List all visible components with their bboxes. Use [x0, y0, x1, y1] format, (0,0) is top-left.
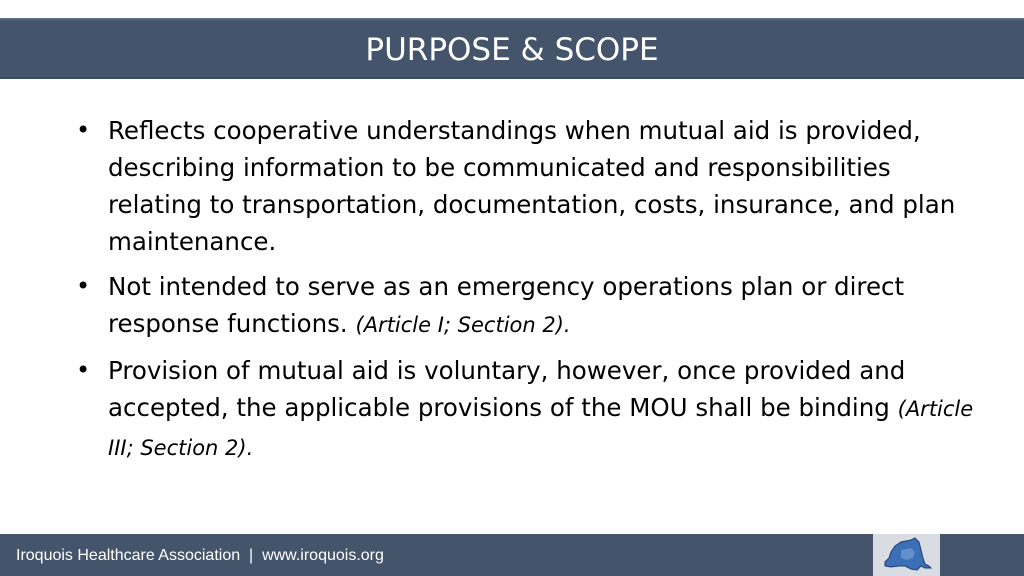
bullet-dot: •: [76, 356, 91, 384]
bullet-text: Not intended to serve as an emergency operations plan or direct response functions.: [108, 272, 905, 338]
bullet-item-1: [76, 112, 976, 260]
bullet-citation: (Article III; Section 2).: [108, 397, 974, 460]
footer-bar: [0, 534, 1024, 576]
bullet-text: Reflects cooperative understandings when mutual aid is provided, describing information to be communicated and responsibilities relating to transportation, documentation, costs, insurance, and plan maintenance.: [108, 116, 956, 256]
bullet-dot: •: [76, 272, 91, 300]
bullet-citation: (Article I; Section 2).: [355, 313, 571, 337]
bullet-dot: •: [76, 116, 91, 144]
bullet-list: [76, 112, 976, 475]
bullet-item-2: [76, 268, 976, 344]
bullet-text: Provision of mutual aid is voluntary, however, once provided and accepted, the applicable provisions of the MOU shall be binding: [108, 356, 906, 422]
new-york-state-map-icon: [881, 536, 933, 574]
title-bar: [0, 18, 1024, 79]
slide-title: PURPOSE & SCOPE: [365, 32, 659, 68]
logo-box: [873, 534, 940, 576]
footer-text[interactable]: Iroquois Healthcare Association | www.iroquois.org: [16, 547, 384, 564]
bullet-item-3: [76, 352, 976, 467]
